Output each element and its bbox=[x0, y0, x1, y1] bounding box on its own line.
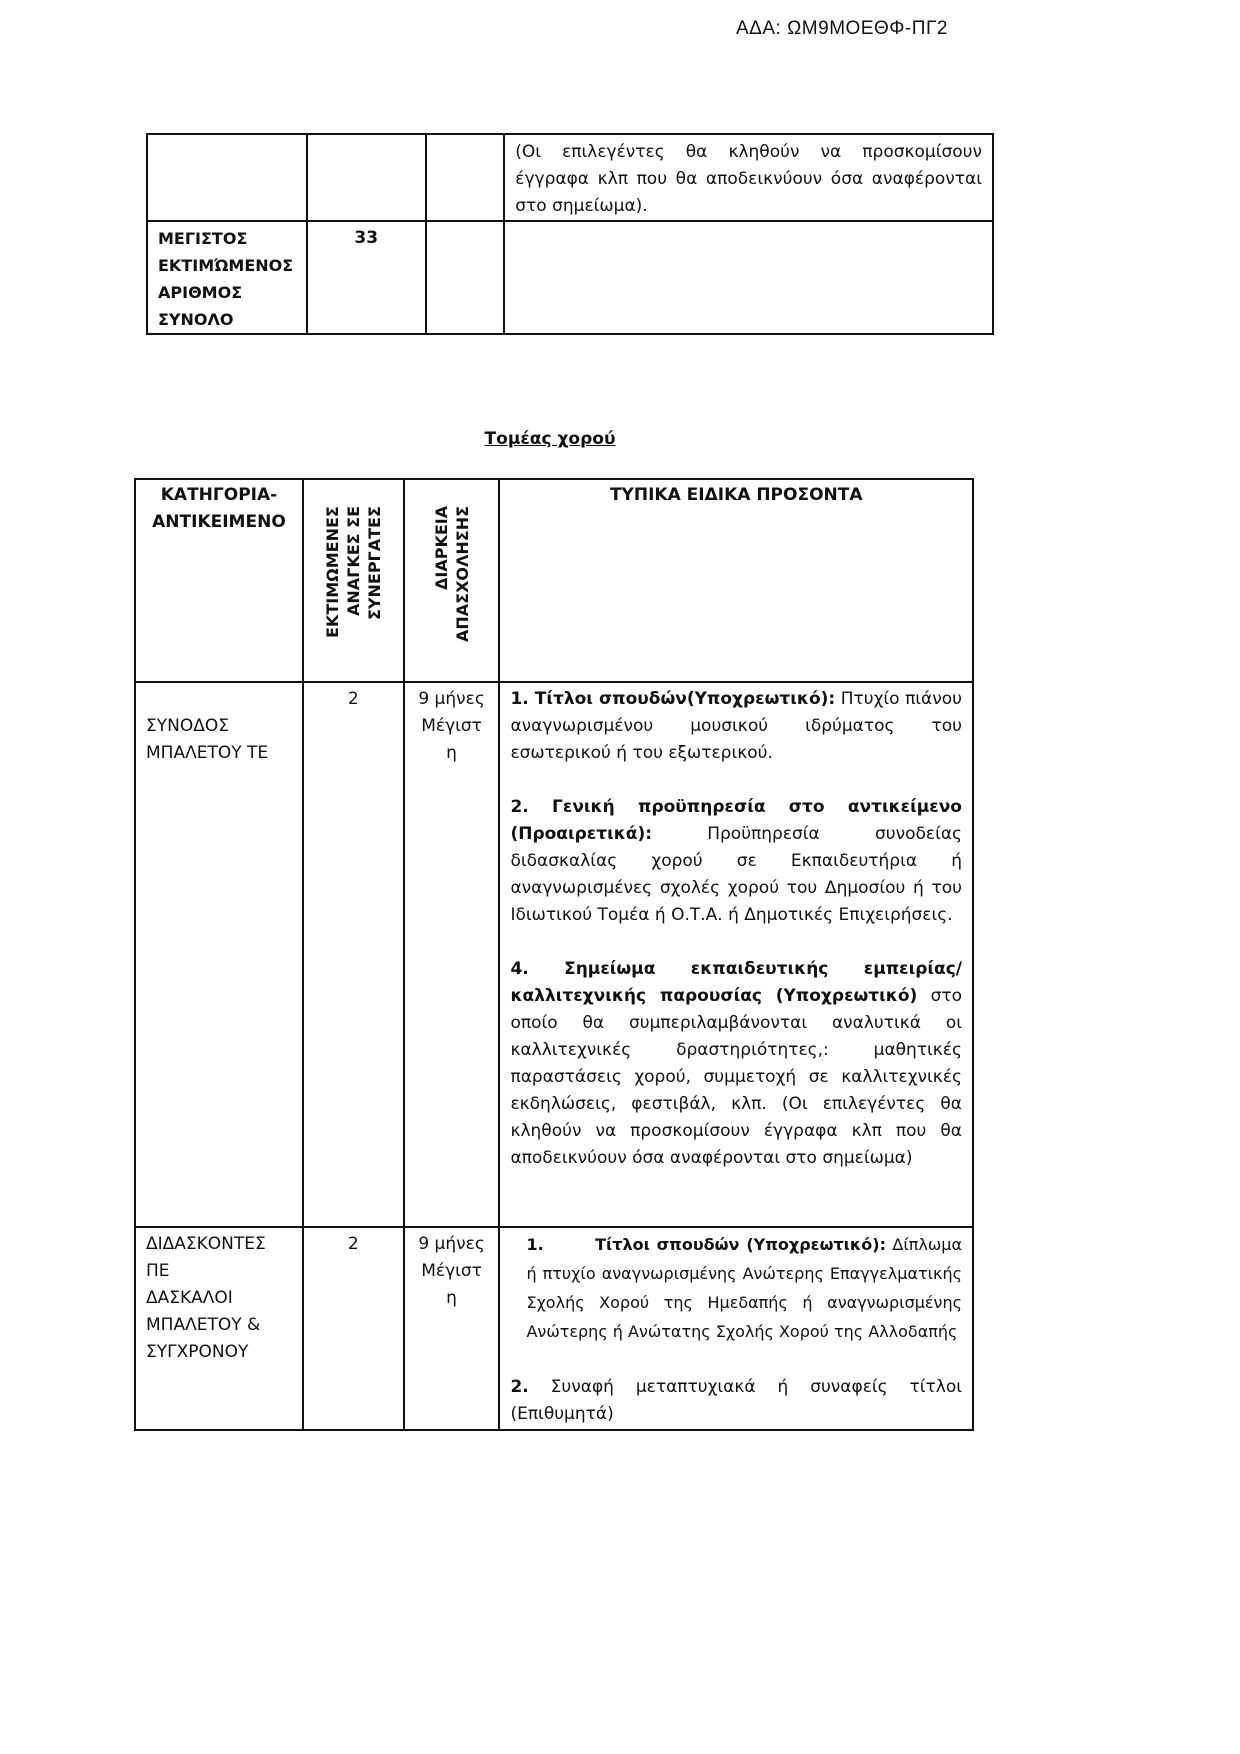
main-table bbox=[134, 478, 974, 1431]
header-qualifications: ΤΥΠΙΚΑ ΕΙΔΙΚΑ ΠΡΟΣΟΝΤΑ bbox=[499, 479, 973, 682]
header-needs: ΕΚΤΙΜΩΜΕΝΕΣ ΑΝΑΓΚΕΣ ΣΕ ΣΥΝΕΡΓΑΤΕΣ bbox=[303, 479, 404, 682]
table-row bbox=[147, 134, 993, 221]
table-row bbox=[147, 221, 993, 334]
header-row bbox=[135, 479, 973, 682]
row-qualifications: 1. Τίτλοι σπουδών (Υποχρεωτικό): Δίπλωμα ή πτυχίο αναγνωρισμένης Ανώτερης Επαγγελματικής Σχολής Χορού της Ημεδαπής ή αναγνωρισμένης Ανώτερης ή Ανώτατης Σχολής Χορού της Αλλοδαπής 2. Συναφή μεταπτυχιακά ή συναφείς τίτλοι (Επιθυμητά) bbox=[499, 1227, 973, 1430]
row-duration: 9 μήνες Μέγιστ η bbox=[404, 1227, 500, 1430]
header-duration: ΔΙΑΡΚΕΙΑ ΑΠΑΣΧΟΛΗΣΗΣ bbox=[404, 479, 500, 682]
row-duration: 9 μήνες Μέγιστ η bbox=[404, 682, 500, 1227]
row-category: ΔΙΔΑΣΚΟΝΤΕΣ ΠΕ ΔΑΣΚΑΛΟΙ ΜΠΑΛΕΤΟΥ & ΣΥΓΧΡΟΝΟΥ bbox=[135, 1227, 303, 1430]
section-title: Τομέας χορού bbox=[484, 429, 616, 449]
row-needs: 2 bbox=[303, 682, 404, 1227]
total-value: 33 bbox=[307, 221, 426, 334]
table-row bbox=[135, 1227, 973, 1430]
ada-code: ΑΔΑ: ΩΜ9ΜΟΕΘΦ-ΠΓ2 bbox=[736, 18, 948, 39]
row-qualifications: 1. Τίτλοι σπουδών(Υποχρεωτικό): Πτυχίο πιάνου αναγνωρισμένου μουσικού ιδρύματος του εσωτερικού ή του εξωτερικού. 2. Γενική προϋπηρεσία στο αντικείμενο (Προαιρετικά): Προϋπηρεσία συνοδείας διδασκαλίας χορού σε Εκπαιδευτήρια ή αναγνωρισμένες σχολές χορού του Δημοσίου ή του Ιδιωτικού Τομέα ή Ο.Τ.Α. ή Δημοτικές Επιχειρήσεις. 4. Σημείωμα εκπαιδευτικής εμπειρίας/ καλλιτεχνικής παρουσίας (Υποχρεωτικό) στο οποίο θα συμπεριλαμβάνονται αναλυτικά οι καλλιτεχνικές δραστηριότητες,: μαθητικές παραστάσεις χορού, συμμετοχή σε καλλιτεχνικές εκδηλώσεις, φεστιβάλ, κλπ. (Οι επιλεγέντες θα κληθούν να προσκομίσουν έγγραφα κλπ που θα αποδεικνύουν όσα αναφέρονται στο σημείωμα) bbox=[499, 682, 973, 1227]
total-label: ΜΕΓΙΣΤΟΣ ΕΚΤΙΜΏΜΕΝΟΣ ΑΡΙΘΜΟΣ ΣΥΝΟΛΟ bbox=[147, 221, 307, 334]
carry-text: (Οι επιλεγέντες θα κληθούν να προσκομίσουν έγγραφα κλπ που θα αποδεικνύουν όσα αναφέρονται στο σημείωμα). bbox=[504, 134, 993, 221]
top-table bbox=[146, 133, 994, 335]
header-category: ΚΑΤΗΓΟΡΙΑ-ΑΝΤΙΚΕΙΜΕΝΟ bbox=[135, 479, 303, 682]
table-row bbox=[135, 682, 973, 1227]
row-needs: 2 bbox=[303, 1227, 404, 1430]
row-category: ΣΥΝΟΔΟΣ ΜΠΑΛΕΤΟΥ ΤΕ bbox=[135, 682, 303, 1227]
